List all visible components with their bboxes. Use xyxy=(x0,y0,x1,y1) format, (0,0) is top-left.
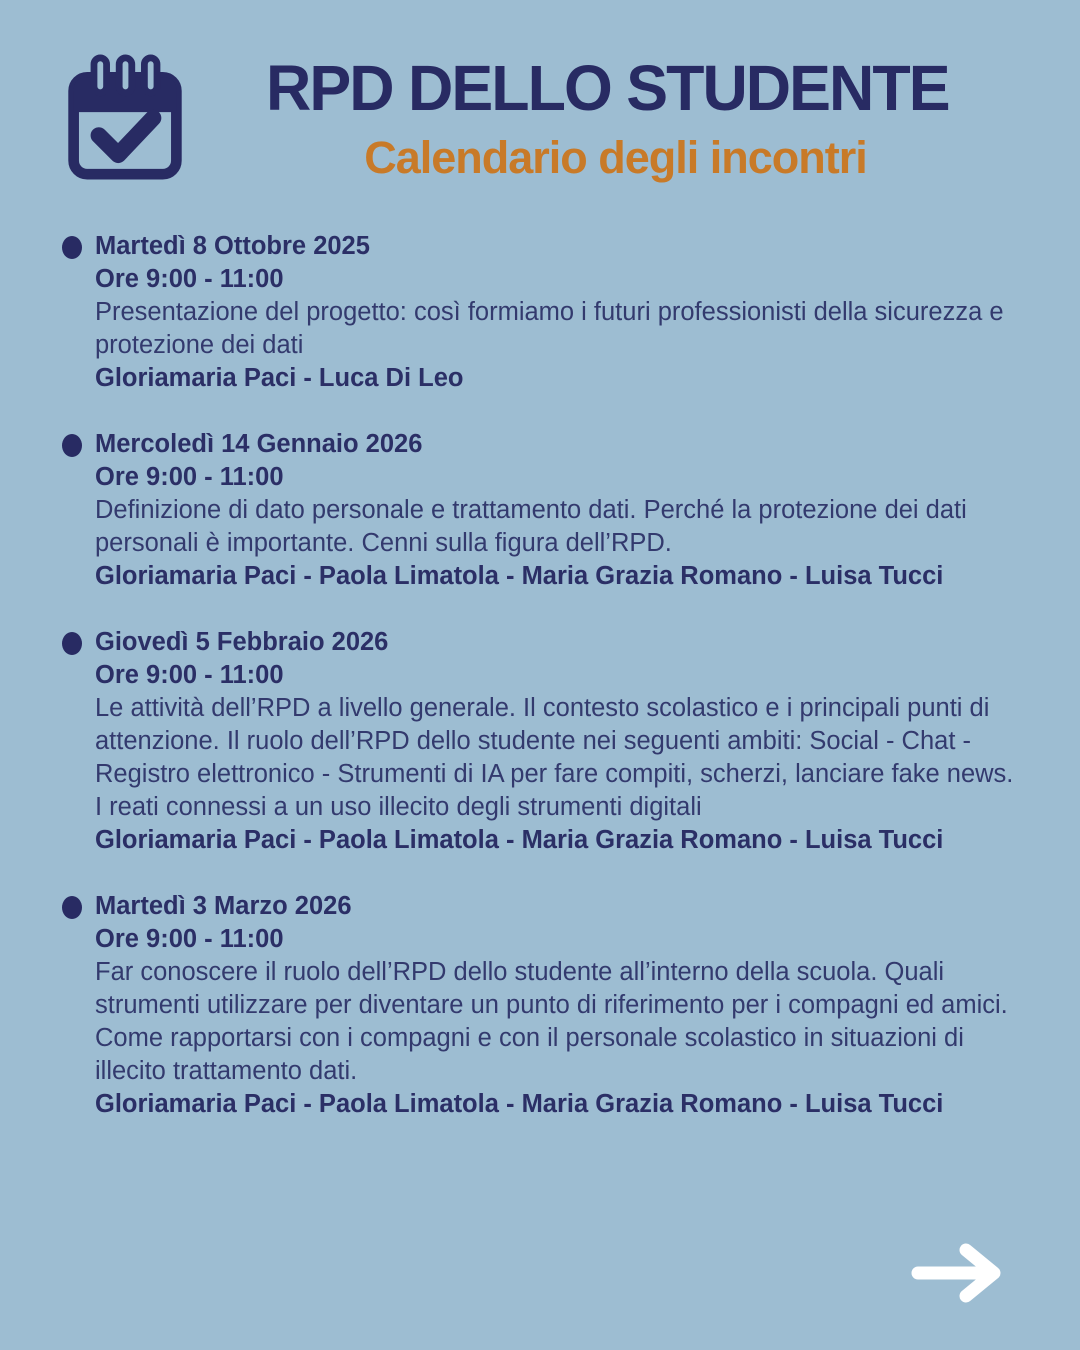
event-date: Martedì 8 Ottobre 2025 xyxy=(95,232,370,260)
event-speakers: Gloriamaria Paci - Paola Limatola - Maria Grazia Romano - Luisa Tucci xyxy=(95,826,944,854)
bullet-icon xyxy=(62,632,82,655)
event-item-1 xyxy=(62,230,1025,395)
event-speakers: Gloriamaria Paci - Paola Limatola - Maria Grazia Romano - Luisa Tucci xyxy=(95,562,944,590)
header xyxy=(62,48,1025,184)
event-item-2 xyxy=(62,428,1025,593)
event-body xyxy=(95,890,1025,1121)
next-arrow-button[interactable] xyxy=(908,1238,1008,1308)
event-body xyxy=(95,428,1025,593)
bullet-icon xyxy=(62,236,82,259)
event-description: Le attività dell’RPD a livello generale. Il contesto scolastico e i principali punti di attenzione. Il ruolo dell’RPD dello studente nei seguenti ambiti: Social - Chat - Registro elettronico - Strumenti di IA per fare compiti, scherzi, lanciare fake news. I reati connessi a un uso illecito degli strumenti digitali xyxy=(95,694,1014,821)
page-subtitle: Calendario degli incontri xyxy=(364,132,867,183)
event-item-3 xyxy=(62,626,1025,857)
event-speakers: Gloriamaria Paci - Luca Di Leo xyxy=(95,364,464,392)
header-titles xyxy=(206,48,1025,184)
event-description: Definizione di dato personale e trattamento dati. Perché la protezione dei dati personali è importante. Cenni sulla figura dell’RPD. xyxy=(95,496,967,557)
event-time: Ore 9:00 - 11:00 xyxy=(95,265,284,293)
arrow-right-icon xyxy=(908,1238,1008,1308)
event-description: Presentazione del progetto: così formiamo i futuri professionisti della sicurezza e protezione dei dati xyxy=(95,298,1004,359)
event-body xyxy=(95,626,1025,857)
event-body xyxy=(95,230,1025,395)
page-title: RPD DELLO STUDENTE xyxy=(266,52,949,124)
event-time: Ore 9:00 - 11:00 xyxy=(95,661,284,689)
bullet-icon xyxy=(62,896,82,919)
bullet-icon xyxy=(62,434,82,457)
event-speakers: Gloriamaria Paci - Paola Limatola - Maria Grazia Romano - Luisa Tucci xyxy=(95,1090,944,1118)
calendar-check-icon xyxy=(62,52,188,184)
event-time: Ore 9:00 - 11:00 xyxy=(95,463,284,491)
event-item-4 xyxy=(62,890,1025,1121)
event-date: Martedì 3 Marzo 2026 xyxy=(95,892,352,920)
event-time: Ore 9:00 - 11:00 xyxy=(95,925,284,953)
event-date: Mercoledì 14 Gennaio 2026 xyxy=(95,430,423,458)
event-date: Giovedì 5 Febbraio 2026 xyxy=(95,628,389,656)
event-description: Far conoscere il ruolo dell’RPD dello studente all’interno della scuola. Quali strumenti utilizzare per diventare un punto di riferimento per i compagni ed amici. Come rapportarsi con i compagni e con il personale scolastico in situazioni di illecito trattamento dati. xyxy=(95,958,1008,1085)
events-list xyxy=(62,230,1025,1121)
